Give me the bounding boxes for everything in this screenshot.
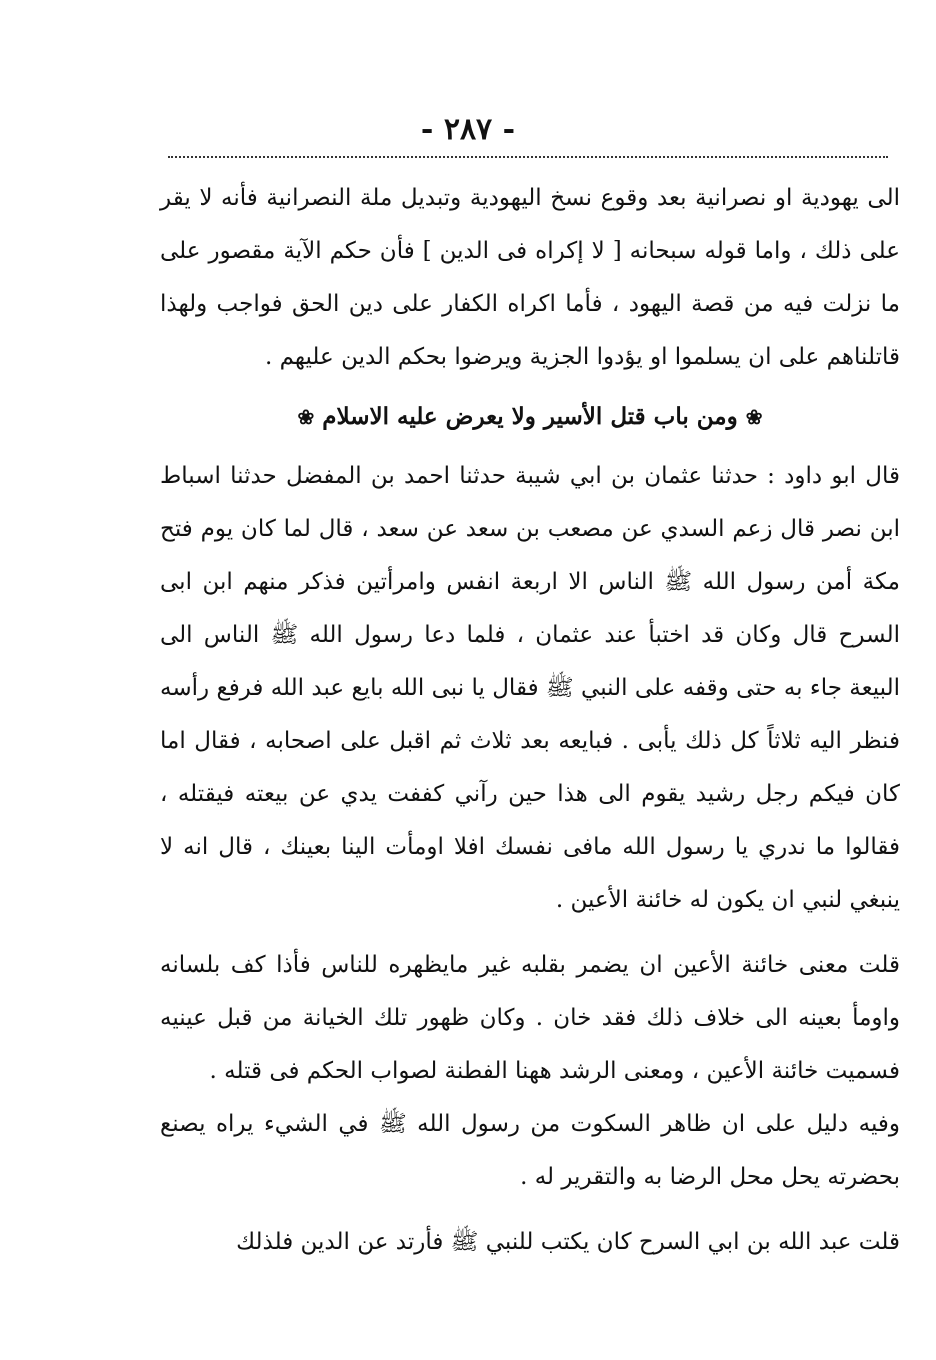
section-heading-text: ومن باب قتل الأسير ولا يعرض عليه الاسلام [322, 403, 738, 430]
paragraph-1: الى يهودية او نصرانية بعد وقوع نسخ اليهودية وتبديل ملة النصرانية فأنه لا يقر على ذلك ، واما قوله سبحانه [ لا إكراه فى الدين ] فأن حكم الآية مقصور على ما نزلت فيه من قصة اليهود ، فأما اكراه الكفار على دين الحق فواجب ولهذا قاتلناهم على ان يسلموا او يؤدوا الجزية ويرضوا بحكم الدين عليهم . [160, 185, 900, 370]
page-body [160, 172, 900, 1269]
paragraph-5: قلت عبد الله بن ابي السرح كان يكتب للنبي ﷺ فأرتد عن الدين فلذلك [236, 1229, 900, 1255]
paragraph-3: قلت معنى خائنة الأعين ان يضمر بقلبه غير مايظهره للناس فأذا كف بلسانه واومأ بعينه الى خلاف ذلك فقد خان . وكان ظهور تلك الخيانة من قبل عينيه فسميت خائنة الأعين ، ومعنى الرشد ههنا الفطنة لصواب الحكم فى قتله . [160, 952, 900, 1084]
header-divider [168, 156, 888, 158]
paragraph-2: قال ابو داود : حدثنا عثمان بن ابي شيبة حدثنا احمد بن المفضل حدثنا اسباط ابن نصر قال زعم السدي عن مصعب بن سعد عن سعد ، قال لما كان يوم فتح مكة أمن رسول الله ﷺ الناس الا اربعة انفس وامرأتين فذكر منهم ابن ابى السرح قال وكان قد اختبأ عند عثمان ، فلما دعا رسول الله ﷺ الناس الى البيعة جاء به حتى وقفه على النبي ﷺ فقال يا نبى الله بايع عبد الله فرفع رأسه فنظر اليه ثلاثاً كل ذلك يأبى . فبايعه بعد ثلاث ثم اقبل على اصحابه ، فقال اما كان فيكم رجل رشيد يقوم الى هذا حين رآني كففت يدي عن بيعته فيقتله ، فقالوا ما ندري يا رسول الله مافى نفسك افلا اومأت الينا بعينك ، قال انه لا ينبغي لنبي ان يكون له خائنة الأعين . [160, 463, 900, 913]
section-heading [160, 390, 900, 444]
heading-ornament-right: ❀ [745, 405, 763, 429]
heading-ornament-left: ❀ [297, 405, 315, 429]
paragraph-4: وفيه دليل على ان ظاهر السكوت من رسول الله ﷺ في الشيء يراه يصنع بحضرته يحل محل الرضا به والتقرير له . [160, 1111, 900, 1190]
page-number: - ٢٨٧ - [420, 112, 516, 147]
